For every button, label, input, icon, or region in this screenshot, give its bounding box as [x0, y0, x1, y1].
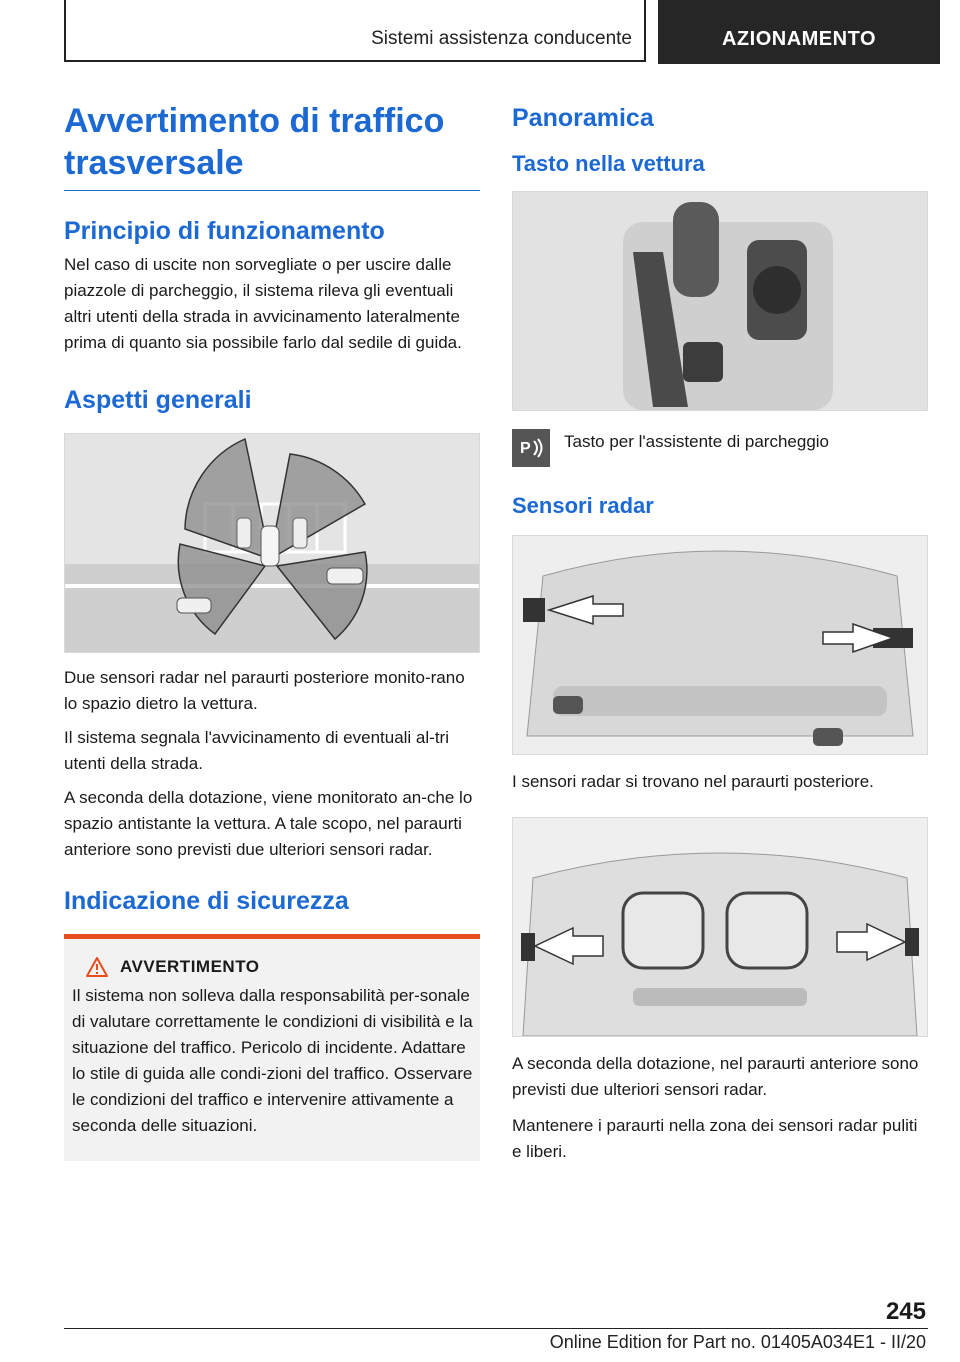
right-column	[512, 100, 928, 1165]
header-chapter-box	[658, 0, 940, 64]
overview-heading: Panoramica	[512, 104, 654, 132]
rear-sensor-illustration	[513, 536, 927, 754]
button-caption-row	[512, 429, 928, 467]
header-chapter-title: AZIONAMENTO	[721, 28, 876, 50]
page-title: Avvertimento di traffico trasversale	[64, 100, 480, 191]
warning-title: AVVERTIMENTO	[120, 957, 260, 976]
rear-bumper-photo	[512, 535, 928, 755]
footer-divider	[64, 1328, 928, 1329]
button-heading: Tasto nella vettura	[512, 151, 705, 176]
radar-coverage-illustration	[65, 434, 479, 652]
safety-heading: Indicazione di sicurezza	[64, 887, 349, 915]
warning-header	[86, 957, 474, 977]
page-number: 245	[885, 1298, 926, 1325]
warning-triangle-icon	[86, 957, 108, 977]
front-sensor-illustration	[513, 818, 927, 1036]
radar-clean-text: Mantenere i paraurti nella zona dei sensori radar puliti e liberi.	[512, 1116, 918, 1161]
general-heading: Aspetti generali	[64, 386, 252, 414]
radar-heading: Sensori radar	[512, 493, 654, 518]
warning-text: Il sistema non solleva dalla responsabilità per-sonale di valutare correttamente le condizioni di visibilità e la situazione del traffico. Pericolo di incidente. Adattare lo stile di guida alle condi-zioni del traffico. Osservare le condizioni del traffico e intervenire attivamente a seconda delle situazioni.	[72, 986, 473, 1135]
paragraph-3: A seconda della dotazione, viene monitorato an-che lo spazio antistante la vettura. A tale scopo, nel paraurti anteriore sono previsti due ulteriori sensori radar.	[64, 788, 473, 859]
header-section-box	[64, 0, 646, 62]
paragraph-2: Il sistema segnala l'avvicinamento di eventuali al-tri utenti della strada.	[64, 728, 449, 773]
park-assist-button-icon	[512, 429, 550, 467]
principle-text: Nel caso di uscite non sorvegliate o per uscire dalle piazzole di parcheggio, il sistema rileva gli eventuali altri utenti della strada in avvicinamento lateralmente prima di quanto sia possibile farlo dal sedile di guida.	[64, 255, 462, 352]
radar-front-text: A seconda della dotazione, nel paraurti anteriore sono previsti due ulteriori sensori radar.	[512, 1054, 919, 1099]
left-column	[64, 100, 480, 1161]
button-caption: Tasto per l'assistente di parcheggio	[564, 432, 830, 451]
paragraph-1: Due sensori radar nel paraurti posteriore monito-rano lo spazio dietro la vettura.	[64, 668, 465, 713]
warning-box	[64, 934, 480, 1161]
center-console-photo	[512, 191, 928, 411]
radar-rear-text: I sensori radar si trovano nel paraurti posteriore.	[512, 772, 874, 791]
center-console-illustration	[513, 192, 927, 410]
header-section-title: Sistemi assistenza conducente	[371, 28, 632, 49]
footer-edition: Online Edition for Part no. 01405A034E1 - II/20	[549, 1332, 926, 1352]
front-bumper-photo	[512, 817, 928, 1037]
cross-traffic-diagram	[64, 433, 480, 653]
principle-heading: Principio di funzionamento	[64, 217, 385, 245]
svg-text:P: P	[520, 440, 531, 457]
